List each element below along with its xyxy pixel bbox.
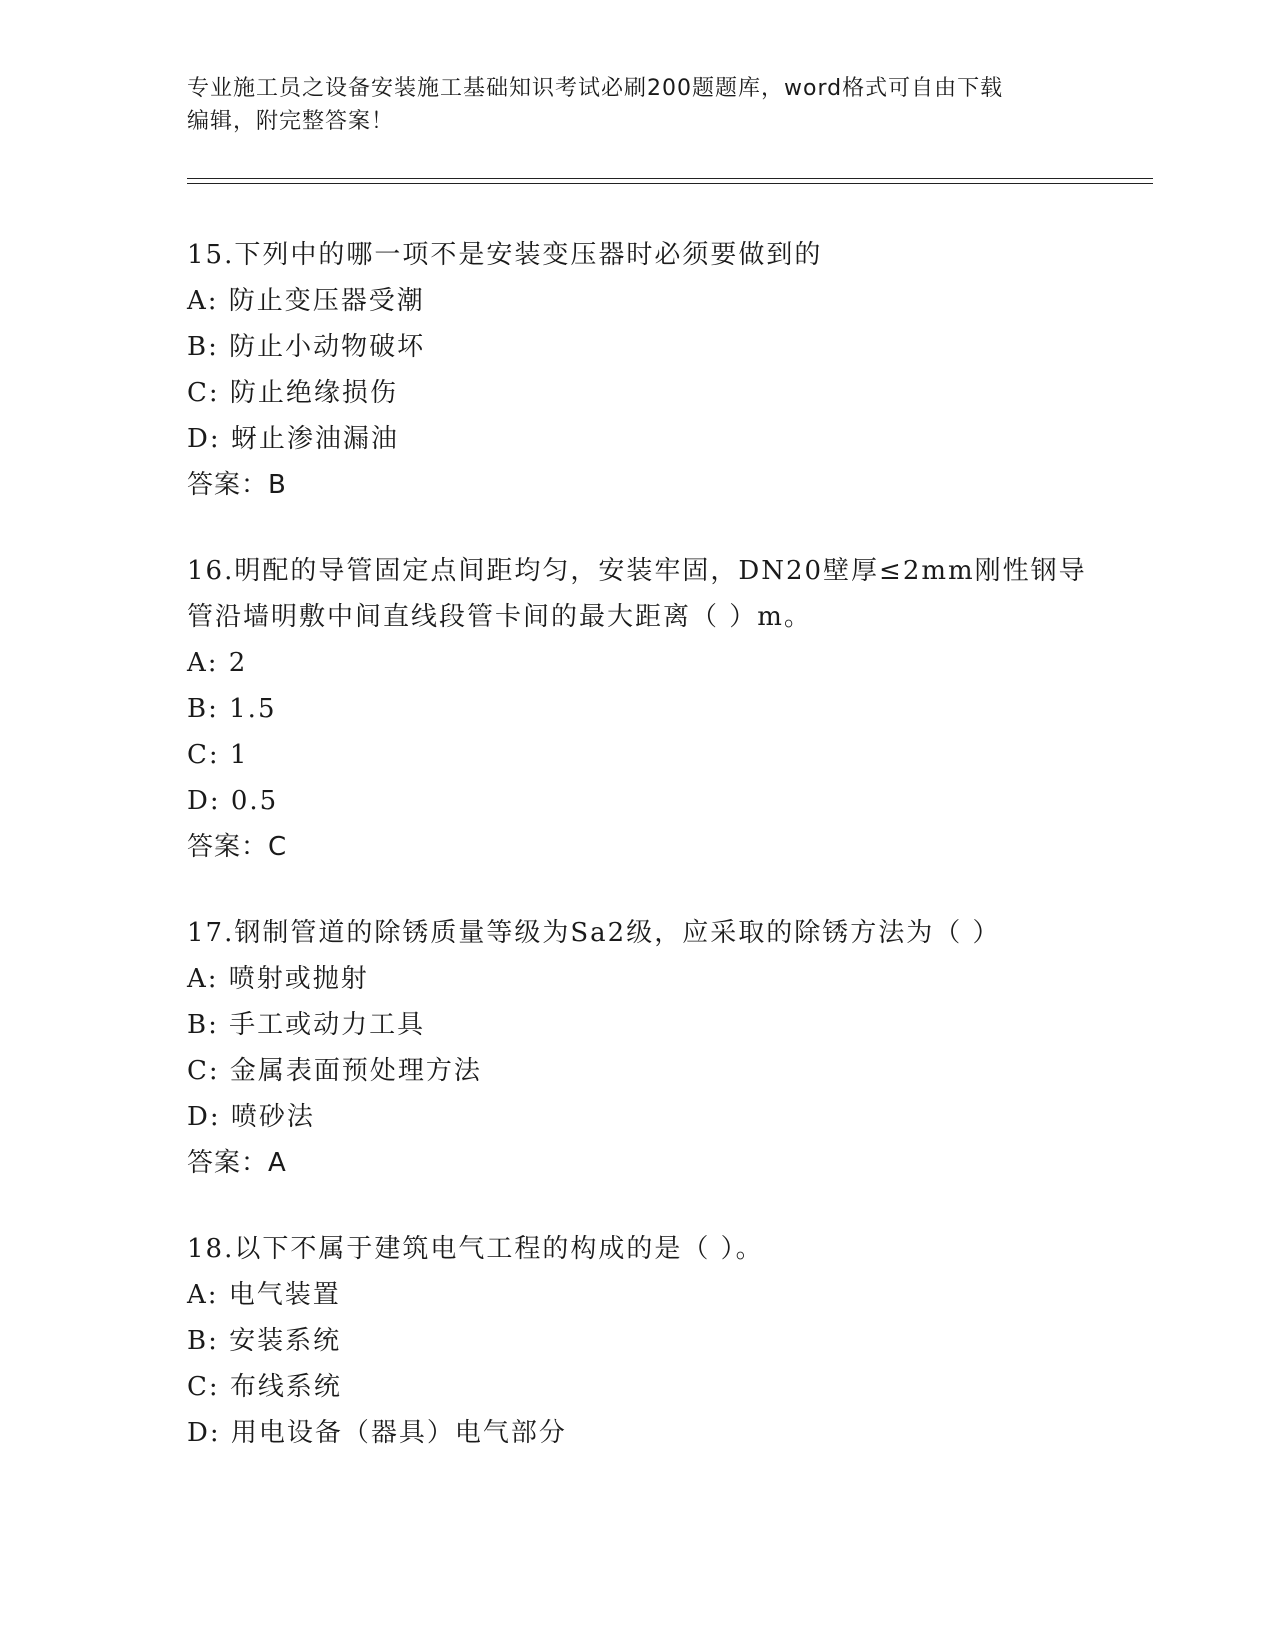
option-c: C: 1	[187, 740, 249, 770]
question-text-line-2: 管沿墙明敷中间直线段管卡间的最大距离（ ）m。	[187, 602, 812, 632]
option-d: D: 0.5	[187, 786, 279, 816]
option-c: C: 布线系统	[187, 1372, 342, 1402]
question-text: 17.钢制管道的除锈质量等级为Sa2级，应采取的除锈方法为（ ）	[187, 918, 1001, 948]
option-a: A: 电气装置	[187, 1280, 341, 1310]
answer: 答案：A	[187, 1148, 287, 1178]
question-16	[187, 548, 1107, 870]
option-b: B: 手工或动力工具	[187, 1010, 426, 1040]
option-d: D: 蚜止渗油漏油	[187, 424, 399, 454]
option-b: B: 1.5	[187, 694, 277, 724]
question-text: 18.以下不属于建筑电气工程的构成的是（ ）。	[187, 1234, 764, 1264]
question-15	[187, 232, 1107, 508]
header-line-1: 专业施工员之设备安装施工基础知识考试必刷200题题库，word格式可自由下载	[187, 76, 1004, 101]
question-text: 15.下列中的哪一项不是安装变压器时必须要做到的	[187, 240, 823, 270]
option-a: A: 喷射或抛射	[187, 964, 369, 994]
document-header	[187, 72, 1087, 138]
option-c: C: 防止绝缘损伤	[187, 378, 398, 408]
option-a: A: 2	[187, 648, 248, 678]
answer: 答案：C	[187, 832, 288, 862]
header-divider	[187, 178, 1153, 184]
option-b: B: 防止小动物破坏	[187, 332, 426, 362]
header-line-2: 编辑，附完整答案！	[187, 109, 395, 134]
option-c: C: 金属表面预处理方法	[187, 1056, 482, 1086]
option-a: A: 防止变压器受潮	[187, 286, 425, 316]
answer: 答案：B	[187, 470, 287, 500]
option-d: D: 喷砂法	[187, 1102, 315, 1132]
question-18	[187, 1226, 1107, 1456]
option-d: D: 用电设备（器具）电气部分	[187, 1418, 567, 1448]
option-b: B: 安装系统	[187, 1326, 342, 1356]
question-text-line-1: 16.明配的导管固定点间距均匀，安装牢固，DN20壁厚≤2mm刚性钢导	[187, 556, 1087, 586]
question-list	[187, 232, 1107, 1496]
question-17	[187, 910, 1107, 1186]
